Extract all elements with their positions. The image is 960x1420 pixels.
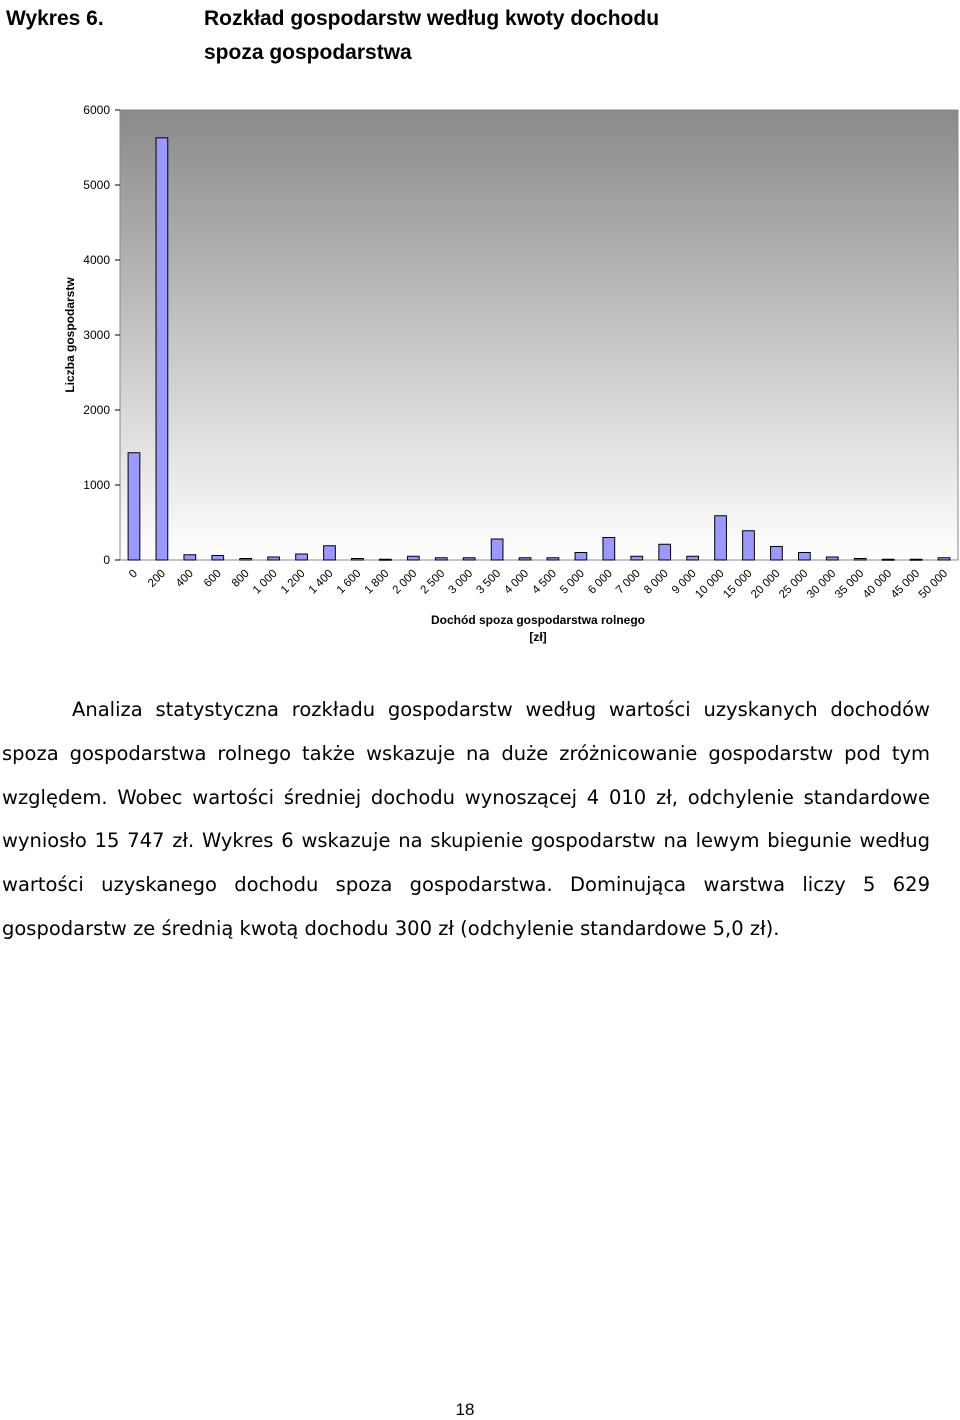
- x-tick-label: 0: [127, 567, 141, 581]
- y-axis: [83, 103, 120, 567]
- x-tick-label: 400: [173, 567, 196, 590]
- bar: [156, 138, 168, 560]
- bar: [826, 557, 838, 560]
- x-tick-label: 45 000: [888, 567, 923, 602]
- x-tick-label: 5 000: [558, 567, 588, 597]
- bar: [771, 547, 783, 561]
- x-tick-label: 3 500: [474, 567, 504, 597]
- bar: [463, 558, 475, 560]
- x-tick-label: 20 000: [749, 567, 783, 602]
- plot-area: [120, 110, 958, 560]
- figure-label: Wykres 6.: [6, 7, 104, 30]
- x-tick-label: 6 000: [586, 567, 615, 597]
- y-tick-label: 1000: [83, 478, 110, 492]
- bar: [491, 539, 503, 560]
- bar: [268, 557, 280, 560]
- bar: [212, 556, 224, 561]
- bar: [352, 559, 364, 561]
- x-tick-label: 25 000: [777, 567, 811, 602]
- x-tick-label: 15 000: [721, 567, 755, 602]
- x-tick-label: 35 000: [832, 567, 867, 602]
- bar: [296, 554, 308, 560]
- x-axis: [127, 568, 950, 601]
- bar: [715, 516, 727, 560]
- y-tick-label: 6000: [83, 103, 110, 117]
- x-tick-label: 3 000: [446, 567, 476, 597]
- x-tick-label: 2 500: [418, 567, 448, 597]
- bar: [324, 546, 336, 560]
- bar: [184, 555, 196, 560]
- bar: [519, 558, 531, 560]
- figure-subtitle: spoza gospodarstwa: [204, 41, 412, 64]
- y-tick-label: 4000: [83, 253, 110, 267]
- bar: [743, 531, 755, 560]
- bar: [240, 559, 252, 561]
- bar: [603, 538, 615, 561]
- x-tick-label: 600: [201, 567, 224, 590]
- bar: [631, 556, 643, 560]
- x-tick-label: 4 500: [530, 567, 560, 597]
- x-tick-label: 9 000: [669, 567, 699, 597]
- x-tick-label: 1 600: [334, 567, 364, 597]
- y-tick-label: 0: [103, 553, 110, 567]
- x-tick-label: 800: [229, 567, 252, 590]
- x-tick-label: 30 000: [805, 567, 839, 602]
- bar: [910, 559, 922, 560]
- x-tick-label: 7 000: [614, 567, 643, 597]
- bar: [380, 559, 392, 560]
- x-tick-label: 1 200: [278, 567, 308, 597]
- y-axis-label: Liczba gospodarstw: [63, 277, 77, 393]
- bar: [547, 558, 559, 560]
- bar: [659, 544, 671, 560]
- x-tick-label: 1 000: [250, 567, 280, 597]
- x-tick-label: 50 000: [916, 567, 951, 602]
- x-tick-label: 200: [145, 567, 169, 590]
- y-tick-label: 3000: [83, 328, 110, 342]
- y-tick-label: 2000: [83, 403, 110, 417]
- figure-title: Rozkład gospodarstw według kwoty dochodu: [204, 7, 660, 30]
- x-tick-label: 4 000: [502, 567, 532, 597]
- bar: [799, 553, 811, 561]
- page-number: 18: [455, 1400, 475, 1419]
- bar: [435, 558, 447, 560]
- x-tick-label: 1 800: [362, 567, 392, 597]
- bar: [128, 453, 140, 560]
- histogram-chart: [0, 90, 960, 660]
- x-axis-label: Dochód spoza gospodarstwa rolnego: [430, 613, 646, 627]
- y-tick-label: 5000: [83, 178, 110, 192]
- analysis-paragraph: Analiza statystyczna rozkładu gospodarstw według wartości uzyskanych dochodów spoza gospodarstwa rolnego także wskazuje na duże zróżnicowanie gospodarstw pod tym względem. Wobec wartości średniej dochodu wynoszącej 4 010 zł, odchylenie standardowe wyniosło 15 747 zł. Wykres 6 wskazuje na skupienie gospodarstw na lewym biegunie według wartości uzyskanego dochodu spoza gospodarstwa. Dominująca warstwa liczy 5 629 gospodarstw ze średnią kwotą dochodu 300 zł (odchylenie standardowe 5,0 zł).: [2, 698, 930, 940]
- bar: [938, 558, 950, 560]
- x-tick-label: 1 400: [306, 567, 336, 597]
- bar: [575, 553, 587, 561]
- x-tick-label: 10 000: [693, 567, 727, 602]
- x-tick-label: 8 000: [641, 567, 671, 597]
- x-tick-label: 40 000: [860, 567, 895, 602]
- bar: [854, 559, 866, 561]
- x-tick-label: 2 000: [390, 567, 420, 597]
- bar: [407, 556, 419, 560]
- x-axis-label-unit: [zł]: [529, 630, 547, 644]
- bar: [882, 559, 894, 560]
- bar: [687, 556, 699, 560]
